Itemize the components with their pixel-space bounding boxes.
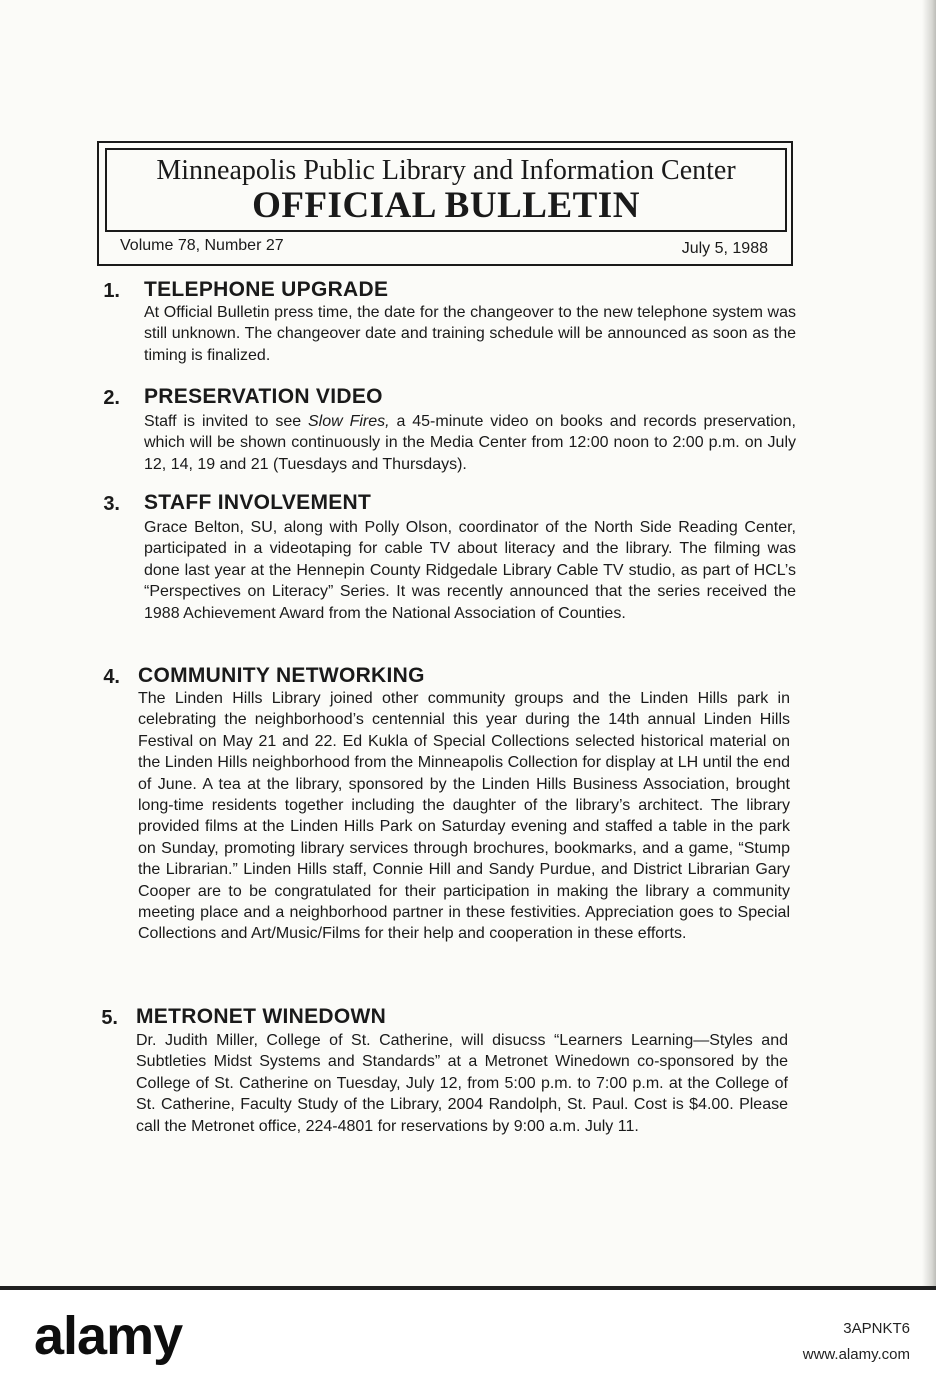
issue-date: July 5, 1988 — [681, 240, 768, 257]
video-title: Slow Fires, — [308, 413, 390, 430]
item-body — [144, 411, 796, 475]
item-body-text: Staff is invited to see — [144, 413, 308, 430]
item-body: The Linden Hills Library joined other community groups and the Linden Hills park in celebrating the neighborhood’s centennial this year during the 14th annual Linden Hills Festival on May 21 and 22. Ed Kukla of Special Collections selected historical material on the Linden Hills neighborhood from the Minneapolis Collection for display at LH until the end of June. A tea at the library, sponsored by the Linden Hills Business Association, brought long-time residents together including the daughter of the library’s architect. The library provided films at the Linden Hills Park on Saturday evening and staffed a table in the park on Sunday, promoting library services through brochures, bookmarks, and a game, “Stump the Librarian.” Linden Hills staff, Connie Hill and Sandy Purdue, and District Librarian Gary Cooper are to be congratulated for their participation in making the library a community meeting place and a neighborhood partner in these festivities. Appreciation goes to Special Collections and Art/Music/Films for their help and cooperation in these efforts. — [138, 690, 790, 943]
masthead-top-rule — [97, 141, 793, 143]
masthead-bottom-rule — [97, 264, 793, 266]
item-heading: METRONET WINEDOWN — [136, 1005, 387, 1028]
volume-number: Volume 78, Number 27 — [120, 237, 284, 254]
page-edge-shadow — [922, 0, 936, 1290]
masthead-right-rule — [791, 141, 793, 266]
alamy-logo: alamy — [34, 1306, 183, 1366]
item-body: Dr. Judith Miller, College of St. Catherine, will disucss “Learners Learning—Styles and Subtleties Midst Systems and Standards” at a Metronet Winedown co-sponsored by the College of St. Catherine on Tuesday, July 12, from 5:00 p.m. to 7:00 p.m. at the College of St. Catherine, Faculty Study of the Library, 2004 Randolph, St. Paul. Cost is $4.00. Please call the Metronet office, 224-4801 for reservations by 9:00 a.m. July 11. — [136, 1032, 788, 1135]
organization-name: Minneapolis Public Library and Information Center — [156, 155, 736, 186]
item-body-text: a 45-minute video on books and records preservation, which will be shown continuously in the Media Center from 12:00 noon to 2:00 p.m. on July 12, 14, 19 and 21 (Tuesdays and Thursdays). — [144, 413, 797, 473]
item-number: 5. — [101, 1007, 118, 1029]
item-number: 4. — [103, 666, 120, 688]
item-heading: PRESERVATION VIDEO — [144, 385, 383, 408]
item-heading: TELEPHONE UPGRADE — [144, 278, 389, 301]
item-number: 2. — [103, 387, 120, 409]
image-id: 3APNKT6 — [843, 1320, 910, 1337]
item-body: Grace Belton, SU, along with Polly Olson, coordinator of the North Side Reading Center, participated in a videotaping for cable TV about literacy and the library. The filming was done last year at the Hennepin County Ridgedale Library Cable TV studio, as part of HCL’s “Perspectives on Literacy” Series. It was recently announced that the series received the 1988 Achievement Award from the National Association of Counties. — [144, 519, 796, 622]
item-number: 3. — [103, 493, 120, 515]
bulletin-title: OFFICIAL BULLETIN — [252, 185, 640, 226]
masthead-left-rule — [97, 141, 99, 266]
item-heading: COMMUNITY NETWORKING — [138, 664, 425, 687]
item-body: At Official Bulletin press time, the date for the changeover to the new telephone system was still unknown. The changeover date and training schedule will be announced as soon as the timing is finalized. — [144, 304, 796, 364]
watermark-url: www.alamy.com — [802, 1346, 910, 1363]
item-number: 1. — [103, 280, 120, 302]
masthead-box — [105, 148, 787, 232]
item-heading: STAFF INVOLVEMENT — [144, 491, 372, 514]
